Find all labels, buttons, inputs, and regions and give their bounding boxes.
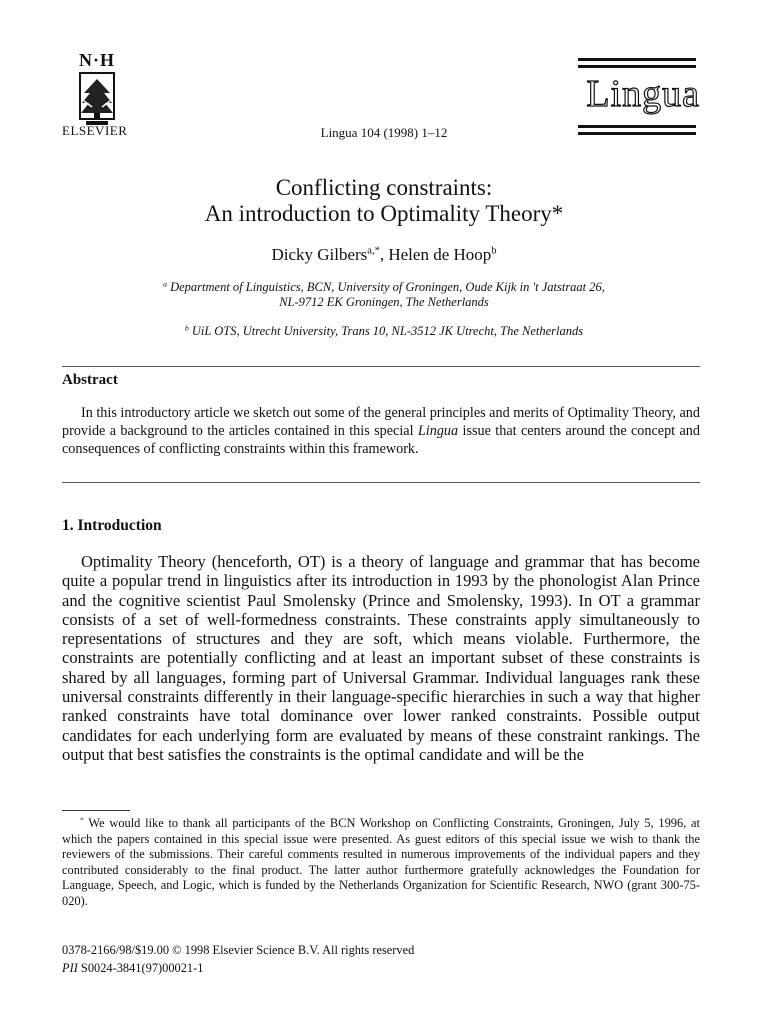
abstract-heading: Abstract [62, 372, 118, 388]
journal-reference: Lingua 104 (1998) 1–12 [320, 125, 448, 140]
pii-label: PII [62, 961, 78, 975]
affiliation-text: Department of Linguistics, BCN, University of Groningen, Oude Kijk in 't Jatstraat 26, [170, 280, 605, 294]
paper-title-line-1: Conflicting constraints: [275, 175, 493, 200]
affiliation-a-line-1 [0, 280, 768, 295]
affiliation-b [0, 324, 768, 339]
author-list [0, 245, 768, 265]
publisher-name: ELSEVIER [62, 123, 128, 138]
author-marks: b [491, 245, 497, 257]
brand-rule-bottom [578, 125, 696, 139]
pii-line [62, 961, 203, 976]
affiliation-mark: a [163, 279, 167, 289]
copyright-line: 0378-2166/98/$19.00 © 1998 Elsevier Science B.V. All rights reserved [62, 943, 415, 957]
author-marks: a,* [367, 245, 380, 257]
affiliation-mark: b [184, 323, 189, 333]
abstract-text [62, 404, 700, 458]
author-name: Helen de Hoop [388, 245, 492, 264]
section-heading: 1. Introduction [62, 517, 162, 534]
affiliation-a-line-2: NL-9712 EK Groningen, The Netherlands [279, 295, 489, 309]
footnote-text: We would like to thank all participants of the BCN Workshop on Conflicting Constraints, Groningen, July 5, 1996, at which the papers contained in this special issue were presented. As guest editors of this special issue we wish to thank the reviewers of the submissions. Their careful comments resulted in numerous improvements of the individual papers and they contributed considerably to the final product. The latter author furthermore gratefully acknowledges the Foundation for Language, Speech, and Logic, which is funded by the Netherlands Organization for Scientific Research, NWO (grant 300-75-020). [62, 816, 701, 908]
body-paragraph: Optimality Theory (henceforth, OT) is a theory of language and grammar that has become quite a popular trend in linguistics after its introduction in 1993 by the phonologist Alan Prince and the cognitive scientist Paul Smolensky (Prince and Smolensky, 1993). In OT a grammar consists of a set of well-formedness constraints. These constraints apply simultaneously to representations of structures and they are soft, which means violable. Furthermore, the constraints are potentially conflicting and at least an important subset of these constraints is shared by all languages, forming part of Universal Grammar. Individual languages rank these universal constraints differently in their language-specific hierarchies in such a way that higher ranked constraints have total dominance over lower ranked constraints. Possible output candidates for each underlying form are evaluated by means of these constraint rankings. The output that best satisfies the constraints is the optimal candidate and will be the [62, 552, 700, 764]
journal-brand: Lingua [586, 73, 700, 115]
abstract-rule-top [62, 366, 700, 367]
brand-rule-top [578, 58, 696, 72]
author-name: Dicky Gilbers [271, 245, 368, 264]
footnote [62, 816, 700, 909]
journal-name-italic: Lingua [417, 423, 459, 439]
author-separator: , [379, 245, 389, 264]
paper-title-line-2: An introduction to Optimality Theory* [204, 201, 564, 226]
footnote-mark: * [80, 815, 84, 825]
pii-value: S0024-3841(97)00021-1 [77, 961, 204, 975]
logo-text: N·H [78, 50, 115, 70]
abstract-rule-bottom [62, 482, 700, 483]
abstract-text-part: In this introductory article we sketch out some of the general principles and merits of Optimality Theory, and provide a background to the articles contained in this special [62, 405, 700, 439]
footnote-rule [62, 810, 130, 811]
affiliation-text: UiL OTS, Utrecht University, Trans 10, NL-3512 JK Utrecht, The Netherlands [191, 324, 584, 338]
abstract-text-part: issue that centers around the concept and consequences of conflicting constraints within this framework. [62, 423, 700, 457]
